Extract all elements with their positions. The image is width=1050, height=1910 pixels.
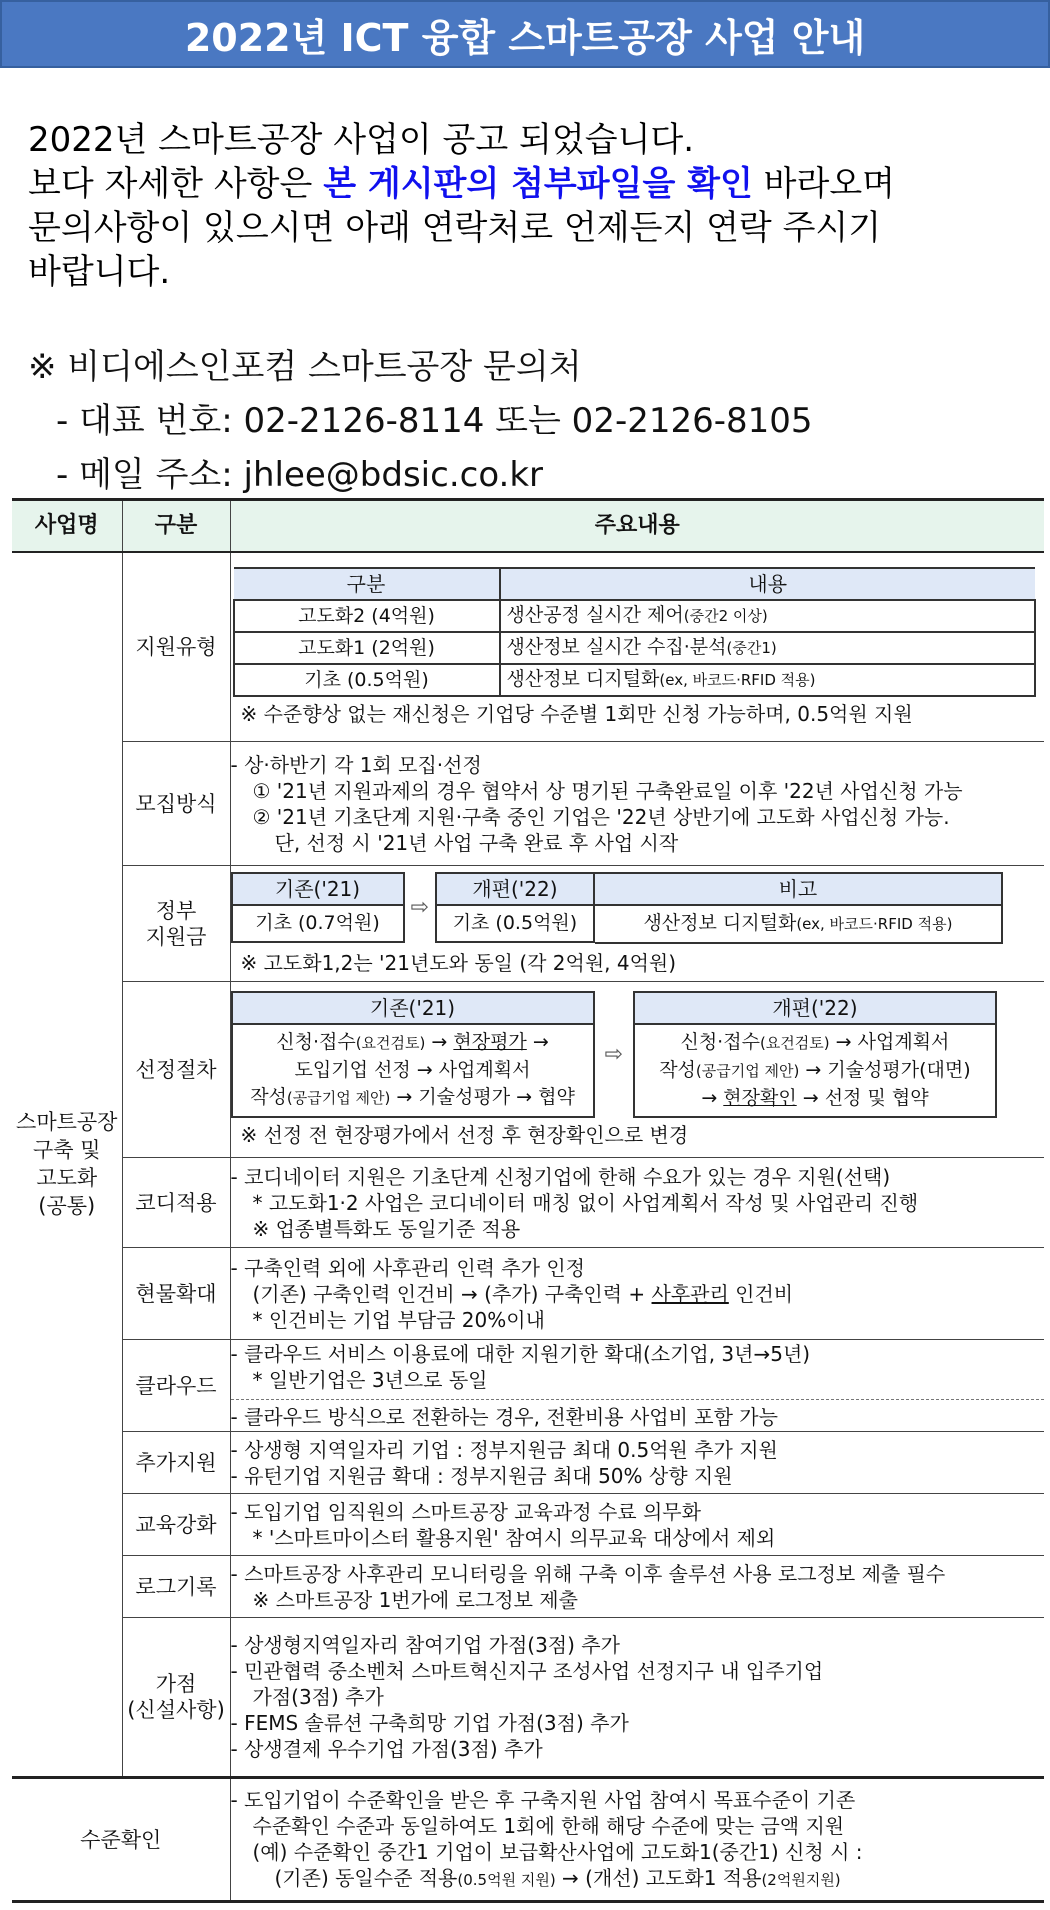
log-line: ※ 스마트공장 1번가에 로그정보 제출	[252, 1587, 578, 1612]
bonus-line: - 민관협력 중소벤처 스마트혁신지구 조성사업 선정지구 내 입주기업	[230, 1659, 824, 1683]
recruit-line: ① '21년 지원과제의 경우 협약서 상 명기된 구축완료일 이후 '22년 사업신청 가능	[252, 778, 963, 803]
selection-note: ※ 선정 전 현장평가에서 선정 후 현장확인으로 변경	[240, 1123, 689, 1147]
text-segment: (0.5억원 지원)	[457, 1870, 556, 1889]
inkind-line: - 구축인력 외에 사후관리 인력 추가 인정	[230, 1255, 585, 1280]
inner-cell-text: 생산공정 실시간 제어	[506, 604, 684, 627]
divider	[231, 1399, 1045, 1400]
inner-cell	[500, 600, 1036, 632]
bonus-content	[230, 1618, 1044, 1778]
text-segment: (2억원지원)	[761, 1870, 841, 1889]
table-row	[12, 866, 1044, 982]
box-body-text: 생산정보 디지털화	[643, 911, 797, 934]
cloud-content	[230, 1340, 1044, 1432]
text-segment: (기존) 동일수준 적용	[274, 1865, 458, 1890]
box-body: 기초 (0.7억원)	[255, 912, 380, 934]
box-header: 개편('22)	[437, 874, 593, 906]
intro-line	[28, 162, 1028, 206]
selection-content	[230, 982, 1044, 1158]
support-type-table	[233, 567, 1037, 697]
contact-phone: - 대표 번호: 02-2126-8114 또는 02-2126-8105	[56, 401, 813, 441]
contact-block	[28, 340, 1028, 502]
gov-fund-note: ※ 고도화1,2는 '21년도와 동일 (각 2억원, 4억원)	[240, 950, 677, 975]
recruit-line: - 상·하반기 각 1회 모집·선정	[230, 752, 482, 777]
gov-fund-new-box	[435, 872, 595, 943]
table-row	[12, 1158, 1044, 1248]
intro-text-segment: 보다 자세한 사항은	[28, 164, 324, 204]
contact-heading: ※ 비디에스인포컴 스마트공장 문의처	[28, 347, 582, 387]
text-segment: (요건검토)	[759, 1034, 830, 1052]
support-type-note: ※ 수준향상 없는 재신청은 기업당 수준별 1회만 신청 가능하며, 0.5억원 지원	[240, 701, 913, 726]
inner-cell	[500, 664, 1036, 696]
inner-cell-text: 생산정보 실시간 수집·분석	[506, 636, 727, 659]
text-segment: → 기술성평가 → 협약	[390, 1086, 575, 1108]
cloud-line: * 일반기업은 3년으로 동일	[252, 1368, 488, 1392]
project-name-line: 스마트공장	[16, 1110, 118, 1135]
text-segment: (요건검토)	[355, 1034, 426, 1052]
support-type-content	[230, 552, 1044, 742]
inkind-content	[230, 1248, 1044, 1340]
box-body	[635, 1025, 995, 1116]
inkind-line	[231, 1281, 1045, 1307]
text-segment: →	[701, 1087, 724, 1109]
edu-content	[230, 1494, 1044, 1556]
inner-cell-note: (중간1)	[726, 639, 777, 658]
gov-fund-note-box	[595, 872, 1003, 944]
inner-cell-note: (중간2 이상)	[683, 607, 768, 626]
text-segment: →	[425, 1031, 454, 1053]
selection-old-line	[237, 1029, 589, 1057]
text-segment: (공급기업 제안)	[695, 1062, 800, 1080]
header-project: 사업명	[12, 500, 122, 552]
level-content	[230, 1778, 1044, 1902]
selection-old-line	[237, 1084, 589, 1112]
table-row	[12, 1556, 1044, 1618]
intro-line: 2022년 스마트공장 사업이 공고 되었습니다.	[28, 120, 695, 160]
category-coordi: 코디적용	[122, 1158, 230, 1248]
bonus-line: - 상생형지역일자리 참여기업 가점(3점) 추가	[230, 1633, 620, 1657]
selection-old-line: 도입기업 선정 → 사업계획서	[294, 1059, 531, 1081]
program-table	[12, 498, 1044, 1903]
category-log: 로그기록	[122, 1556, 230, 1618]
text-segment: → 사업계획서	[829, 1031, 950, 1053]
inner-header: 구분	[234, 568, 500, 600]
bonus-line: - 상생결제 우수기업 가점(3점) 추가	[230, 1737, 543, 1761]
recruit-line: 단, 선정 시 '21년 사업 구축 완료 후 사업 시작	[274, 830, 679, 855]
inkind-line: * 인건비는 기업 부담금 20%이내	[252, 1307, 545, 1332]
recruit-content	[230, 742, 1044, 866]
text-segment: 작성	[659, 1059, 696, 1081]
category-recruit: 모집방식	[122, 742, 230, 866]
box-body-note: (ex, 바코드·RFID 적용)	[796, 914, 953, 933]
selection-new-line	[639, 1085, 991, 1112]
text-segment: → (개선) 고도화1 적용	[555, 1865, 762, 1890]
box-body: 기초 (0.5억원)	[452, 912, 578, 934]
table-row	[12, 1618, 1044, 1778]
inner-cell: 기초 (0.5억원)	[234, 664, 500, 696]
box-header: 개편('22)	[635, 993, 995, 1025]
selection-new-line	[639, 1029, 991, 1057]
category-selection: 선정절차	[122, 982, 230, 1158]
header-content: 주요내용	[230, 500, 1044, 552]
text-segment: 현장확인	[723, 1087, 797, 1109]
arrow-right-icon: ⇨	[604, 1041, 623, 1067]
selection-old-box	[231, 991, 595, 1118]
table-row	[12, 1248, 1044, 1340]
selection-compare	[231, 991, 1045, 1118]
project-name-line: 고도화	[36, 1166, 98, 1191]
recruit-line: ② '21년 기초단계 지원·구축 중인 기업은 '22년 상반기에 고도화 사업신청 가능.	[252, 804, 950, 829]
coordi-content	[230, 1158, 1044, 1248]
text-segment: 현장평가	[453, 1031, 527, 1053]
text-segment: (공급기업 제안)	[286, 1089, 391, 1107]
table-header-row	[12, 500, 1044, 552]
contact-email: - 메일 주소: jhlee@bdsic.co.kr	[56, 455, 543, 495]
gov-fund-compare	[231, 872, 1045, 944]
category-label-line: 가점	[155, 1672, 197, 1696]
table-row	[12, 1340, 1044, 1432]
project-name-line: (공통)	[38, 1194, 96, 1219]
text-segment: 인건비	[728, 1281, 794, 1306]
coordi-line: ※ 업종별특화도 동일기준 적용	[252, 1216, 521, 1241]
gov-fund-old-box	[231, 872, 405, 943]
inner-cell-note: (ex, 바코드·RFID 적용)	[659, 671, 816, 690]
box-body	[233, 1025, 593, 1116]
category-extra: 추가지원	[122, 1432, 230, 1494]
table-row	[12, 1432, 1044, 1494]
attachment-highlight: 본 게시판의 첨부파일을 확인	[323, 164, 753, 204]
extra-line: - 유턴기업 지원금 확대 : 정부지원금 최대 50% 상향 지원	[230, 1463, 733, 1488]
category-cloud: 클라우드	[122, 1340, 230, 1432]
table-row	[12, 982, 1044, 1158]
category-support-type: 지원유형	[122, 552, 230, 742]
level-line: (예) 수준확인 중간1 기업이 보급확산사업에 고도화1(중간1) 신청 시 :	[252, 1839, 863, 1864]
intro-text-segment: 바라오며	[752, 164, 896, 204]
gov-fund-content	[230, 866, 1044, 982]
inner-header: 내용	[500, 568, 1036, 600]
intro-text	[28, 118, 1028, 294]
edu-line: - 도입기업 임직원의 스마트공장 교육과정 수료 의무화	[230, 1499, 701, 1524]
text-segment: 작성	[250, 1086, 287, 1108]
page-title: 2022년 ICT 융합 스마트공장 사업 안내	[0, 0, 1050, 68]
extra-line: - 상생형 지역일자리 기업 : 정부지원금 최대 0.5억원 추가 지원	[230, 1437, 778, 1462]
log-line: - 스마트공장 사후관리 모니터링을 위해 구축 이후 솔루션 사용 로그정보 제출 필수	[230, 1561, 946, 1586]
bonus-line: - FEMS 솔류션 구축희망 기업 가점(3점) 추가	[230, 1711, 629, 1735]
category-edu: 교육강화	[122, 1494, 230, 1556]
extra-content	[230, 1432, 1044, 1494]
category-label-line: 지원금	[145, 924, 207, 949]
edu-line: * '스마트마이스터 활용지원' 참여시 의무교육 대상에서 제외	[252, 1525, 776, 1550]
level-line: - 도입기업이 수준확인을 받은 후 구축지원 사업 참여시 목표수준이 기존	[230, 1787, 856, 1812]
bonus-line: 가점(3점) 추가	[252, 1685, 384, 1709]
intro-line: 바랍니다.	[28, 252, 171, 292]
coordi-line: - 코디네이터 지원은 기초단계 신청기업에 한해 수요가 있는 경우 지원(선택)	[230, 1164, 891, 1189]
box-body	[595, 906, 1001, 942]
selection-new-line	[639, 1057, 991, 1085]
category-inkind: 현물확대	[122, 1248, 230, 1340]
category-bonus	[122, 1618, 230, 1778]
inner-cell-text: 생산정보 디지털화	[506, 668, 660, 691]
box-header: 기존('21)	[233, 874, 403, 906]
project-name-line: 구축 및	[32, 1138, 101, 1163]
box-header: 비고	[595, 874, 1001, 906]
level-line: 수준확인 수준과 동일하여도 1회에 한해 해당 수준에 맞는 금액 지원	[252, 1813, 845, 1838]
text-segment: 사후관리	[651, 1281, 729, 1306]
category-level: 수준확인	[12, 1778, 230, 1902]
inner-cell	[500, 632, 1036, 664]
text-segment: → 선정 및 협약	[796, 1087, 929, 1109]
category-gov-fund	[122, 866, 230, 982]
table-row	[12, 552, 1044, 742]
arrow-right-icon: ⇨	[410, 894, 429, 920]
selection-new-box	[633, 991, 997, 1118]
text-segment: 신청·접수	[680, 1031, 760, 1053]
level-line	[231, 1865, 1045, 1893]
category-label-line: (신설사항)	[127, 1698, 225, 1722]
cloud-line: - 클라우드 방식으로 전환하는 경우, 전환비용 사업비 포함 가능	[230, 1405, 778, 1429]
inner-cell: 고도화2 (4억원)	[234, 600, 500, 632]
box-header: 기존('21)	[233, 993, 593, 1025]
log-content	[230, 1556, 1044, 1618]
category-label-line: 정부	[155, 898, 197, 923]
project-name-cell	[12, 552, 122, 1778]
table-row	[12, 1778, 1044, 1902]
table-row	[12, 742, 1044, 866]
table-row	[12, 1494, 1044, 1556]
text-segment: (기존) 구축인력 인건비 → (추가) 구축인력 +	[252, 1281, 652, 1306]
intro-line: 문의사항이 있으시면 아래 연락처로 언제든지 연락 주시기	[28, 208, 882, 248]
text-segment: 신청·접수	[276, 1031, 356, 1053]
cloud-line: - 클라우드 서비스 이용료에 대한 지원기한 확대(소기업, 3년→5년)	[230, 1342, 811, 1366]
header-category: 구분	[122, 500, 230, 552]
text-segment: → 기술성평가(대면)	[799, 1059, 971, 1081]
inner-cell: 고도화1 (2억원)	[234, 632, 500, 664]
coordi-line: * 고도화1·2 사업은 코디네이터 매칭 없이 사업계획서 작성 및 사업관리 진행	[252, 1190, 919, 1215]
text-segment: →	[526, 1031, 549, 1053]
